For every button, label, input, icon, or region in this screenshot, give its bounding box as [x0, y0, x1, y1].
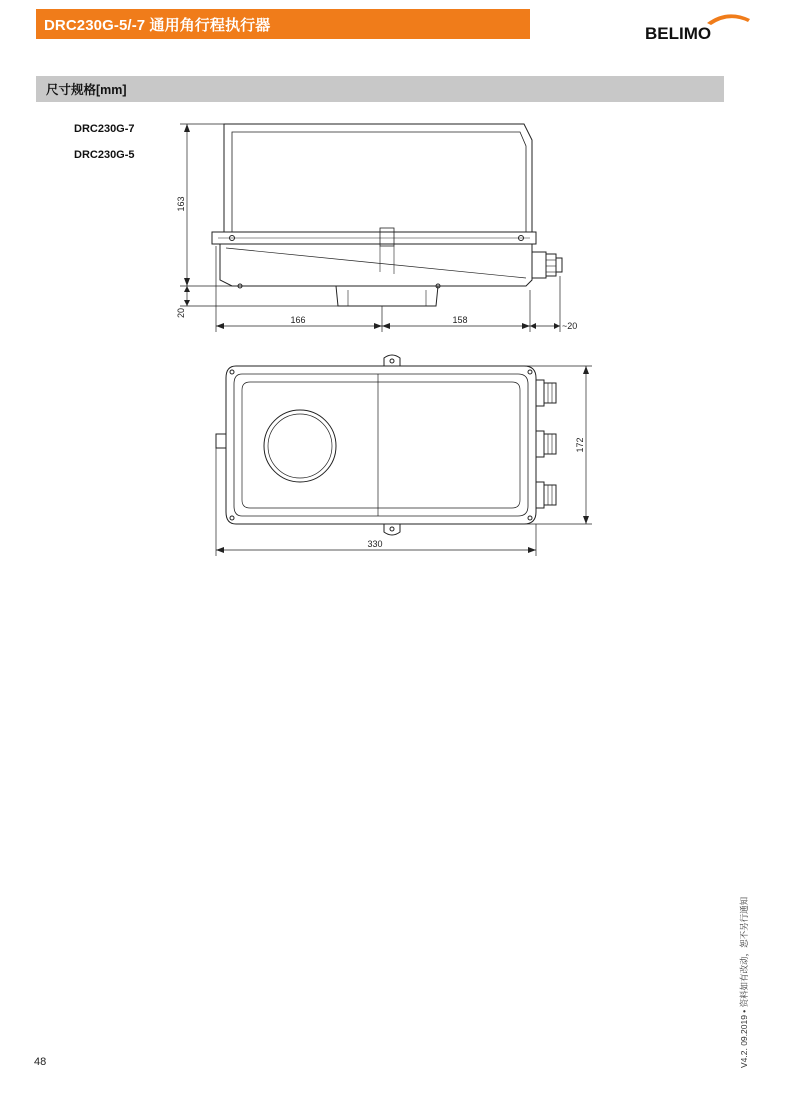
cable-gland-bottom	[536, 482, 556, 508]
dim-height-total: 163	[176, 196, 186, 212]
dim-gland-offset: ~20	[562, 321, 578, 331]
page-number: 48	[34, 1056, 47, 1068]
cable-gland-top	[536, 380, 556, 406]
dim-height-base: 20	[176, 307, 186, 319]
cable-gland-middle	[536, 431, 556, 457]
top-view	[216, 355, 556, 535]
dim-width-right: 158	[452, 315, 468, 325]
variant-label-7: DRC230G-7	[74, 123, 135, 135]
section-title: 尺寸规格[mm]	[46, 83, 127, 97]
side-view	[212, 124, 562, 306]
variant-label-5: DRC230G-5	[74, 149, 135, 161]
dim-width: 330	[367, 539, 383, 549]
dim-depth: 172	[575, 437, 585, 453]
side-view-dimensions	[180, 124, 560, 332]
dim-width-left: 166	[290, 315, 306, 325]
version-note: V4.2. 09.2019 • 资料如有改动，恕不另行通知	[739, 896, 749, 1068]
brand-wordmark: BELIMO	[645, 24, 712, 43]
document-title: DRC230G-5/-7 通用角行程执行器	[44, 16, 271, 34]
